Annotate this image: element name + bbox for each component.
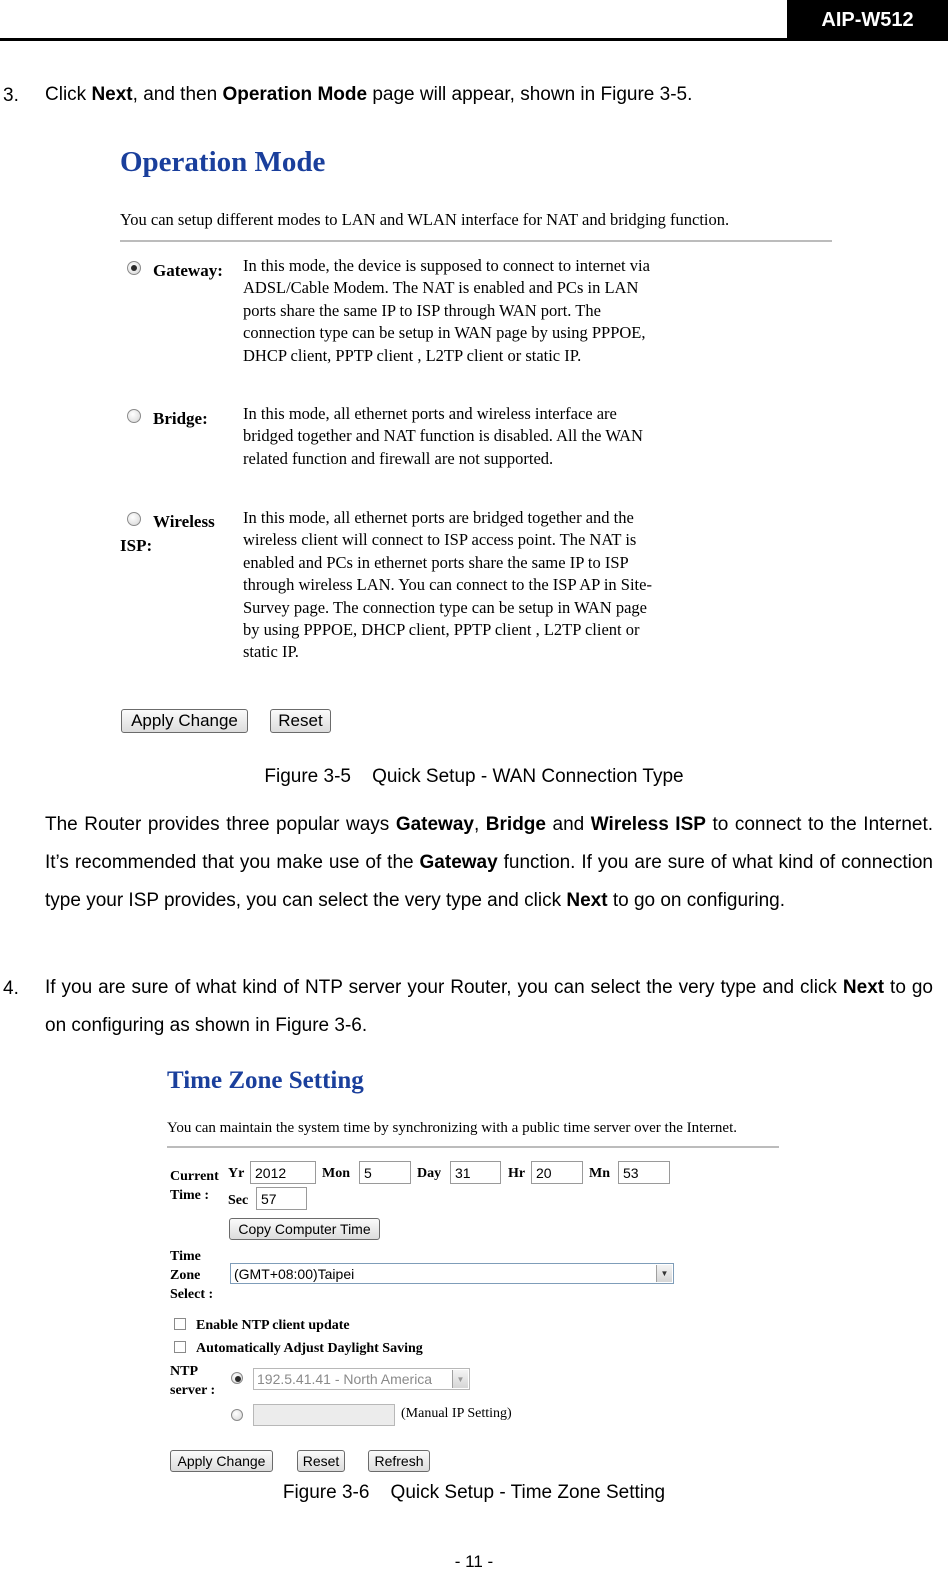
tz-apply-change-button[interactable]: Apply Change [170,1450,273,1472]
daylight-saving-checkbox[interactable] [174,1341,186,1353]
step-4-text: If you are sure of what kind of NTP server your Router, you can select the very type and click Next to go on configuring as shown in Figure 3-6. [45,977,933,1036]
manual-ip-label: (Manual IP Setting) [401,1406,512,1421]
tz-reset-button[interactable]: Reset [297,1450,345,1472]
second-label: Sec [228,1193,249,1208]
wireless-isp-radio[interactable] [127,512,141,526]
ntp-server-manual-radio[interactable] [231,1409,243,1421]
apply-change-button[interactable]: Apply Change [121,709,248,733]
month-input[interactable]: 5 [359,1161,411,1184]
reset-button[interactable]: Reset [270,709,331,733]
minute-label: Mn [589,1166,610,1181]
ntp-server-preset-radio[interactable] [231,1372,243,1384]
body-paragraph: The Router provides three popular ways Gateway, Bridge and Wireless ISP to connect to the Internet. It’s recommended that you make use of the Gateway function. If you are sure of what kind of connection type your ISP provides, you can select the very type and click Next to go on configuring. [45,814,934,911]
current-time-label-line2: Time : [170,1188,210,1203]
minute-input[interactable]: 53 [618,1161,670,1184]
gateway-description: In this mode, the device is supposed to connect to internet via ADSL/Cable Modem. The NAT is enabled and PCs in LAN ports share the same IP to ISP through WAN port. The connection type can be setup in WAN page by using PPPOE, DHCP client, PPTP client , L2TP client or static IP. [243,256,650,365]
chevron-down-icon[interactable]: ▼ [656,1265,672,1282]
time-zone-divider [167,1146,779,1148]
hour-label: Hr [508,1166,526,1181]
operation-mode-keyword: Operation Mode [222,84,368,105]
hour-input[interactable]: 20 [531,1161,583,1184]
figure-3-5-caption: Figure 3-5 Quick Setup - WAN Connection Type [264,766,684,787]
header-model-tab [787,0,948,41]
wireless-isp-description: In this mode, all ethernet ports are bridged together and the wireless client will connect to ISP access point. The NAT is enabled and PCs in ethernet ports share the same IP to ISP through wireless LAN. You can connect to the ISP AP in Site-Survey page. The connection type can be setup in WAN page by using PPPOE, DHCP client, PPTP client , L2TP client or static IP. [243,508,652,662]
month-label: Mon [322,1166,350,1181]
daylight-saving-label: Automatically Adjust Daylight Saving [196,1341,423,1356]
wireless-isp-label-line1: Wireless [153,512,215,531]
operation-mode-divider [120,240,832,242]
step-3-text: Click Next, and then Operation Mode page will appear, shown in Figure 3-5. [45,84,693,105]
enable-ntp-label: Enable NTP client update [196,1318,350,1333]
model-name: AIP-W512 [821,9,914,31]
time-zone-label-line1: Time [170,1249,201,1264]
bridge-description: In this mode, all ethernet ports and wireless interface are bridged together and NAT function is disabled. All the WAN related function and firewall are not supported. [243,404,643,468]
time-zone-title: Time Zone Setting [167,1067,364,1094]
time-zone-label-line2: Zone [170,1268,201,1283]
ntp-server-label-line2: server : [170,1383,216,1398]
figure-3-6-caption: Figure 3-6 Quick Setup - Time Zone Setting [282,1482,666,1503]
bridge-radio[interactable] [127,409,141,423]
gateway-radio[interactable] [127,261,141,275]
wireless-isp-label-line2: ISP: [120,536,153,555]
current-time-label-line1: Current [170,1169,219,1184]
time-zone-label-line3: Select : [170,1287,214,1302]
tz-refresh-button[interactable]: Refresh [368,1450,430,1472]
ntp-server-select[interactable] [253,1368,470,1390]
day-label: Day [417,1166,442,1181]
operation-mode-subtitle: You can setup different modes to LAN and WLAN interface for NAT and bridging function. [120,210,730,229]
manual-ip-input[interactable] [253,1404,395,1426]
year-input[interactable]: 2012 [250,1161,316,1184]
year-label: Yr [228,1166,245,1181]
enable-ntp-checkbox[interactable] [174,1318,186,1330]
time-zone-value: (GMT+08:00)Taipei [234,1265,355,1282]
operation-mode-title: Operation Mode [120,146,326,178]
ntp-server-value: 192.5.41.41 - North America [257,1371,433,1387]
page-number: - 11 - [454,1552,494,1571]
next-keyword: Next [91,84,133,105]
step-4-number: 4. [3,978,19,999]
ntp-server-label-line1: NTP [170,1364,198,1379]
day-input[interactable]: 31 [450,1161,501,1184]
chevron-down-icon[interactable]: ▼ [452,1370,468,1388]
time-zone-select[interactable] [230,1263,674,1284]
gateway-label: Gateway: [153,261,223,280]
second-input[interactable]: 57 [256,1187,307,1210]
copy-computer-time-button[interactable]: Copy Computer Time [229,1218,380,1240]
step-3-number: 3. [3,85,19,106]
bridge-label: Bridge: [153,409,208,428]
time-zone-subtitle: You can maintain the system time by synchronizing with a public time server over the Internet. [167,1120,738,1136]
